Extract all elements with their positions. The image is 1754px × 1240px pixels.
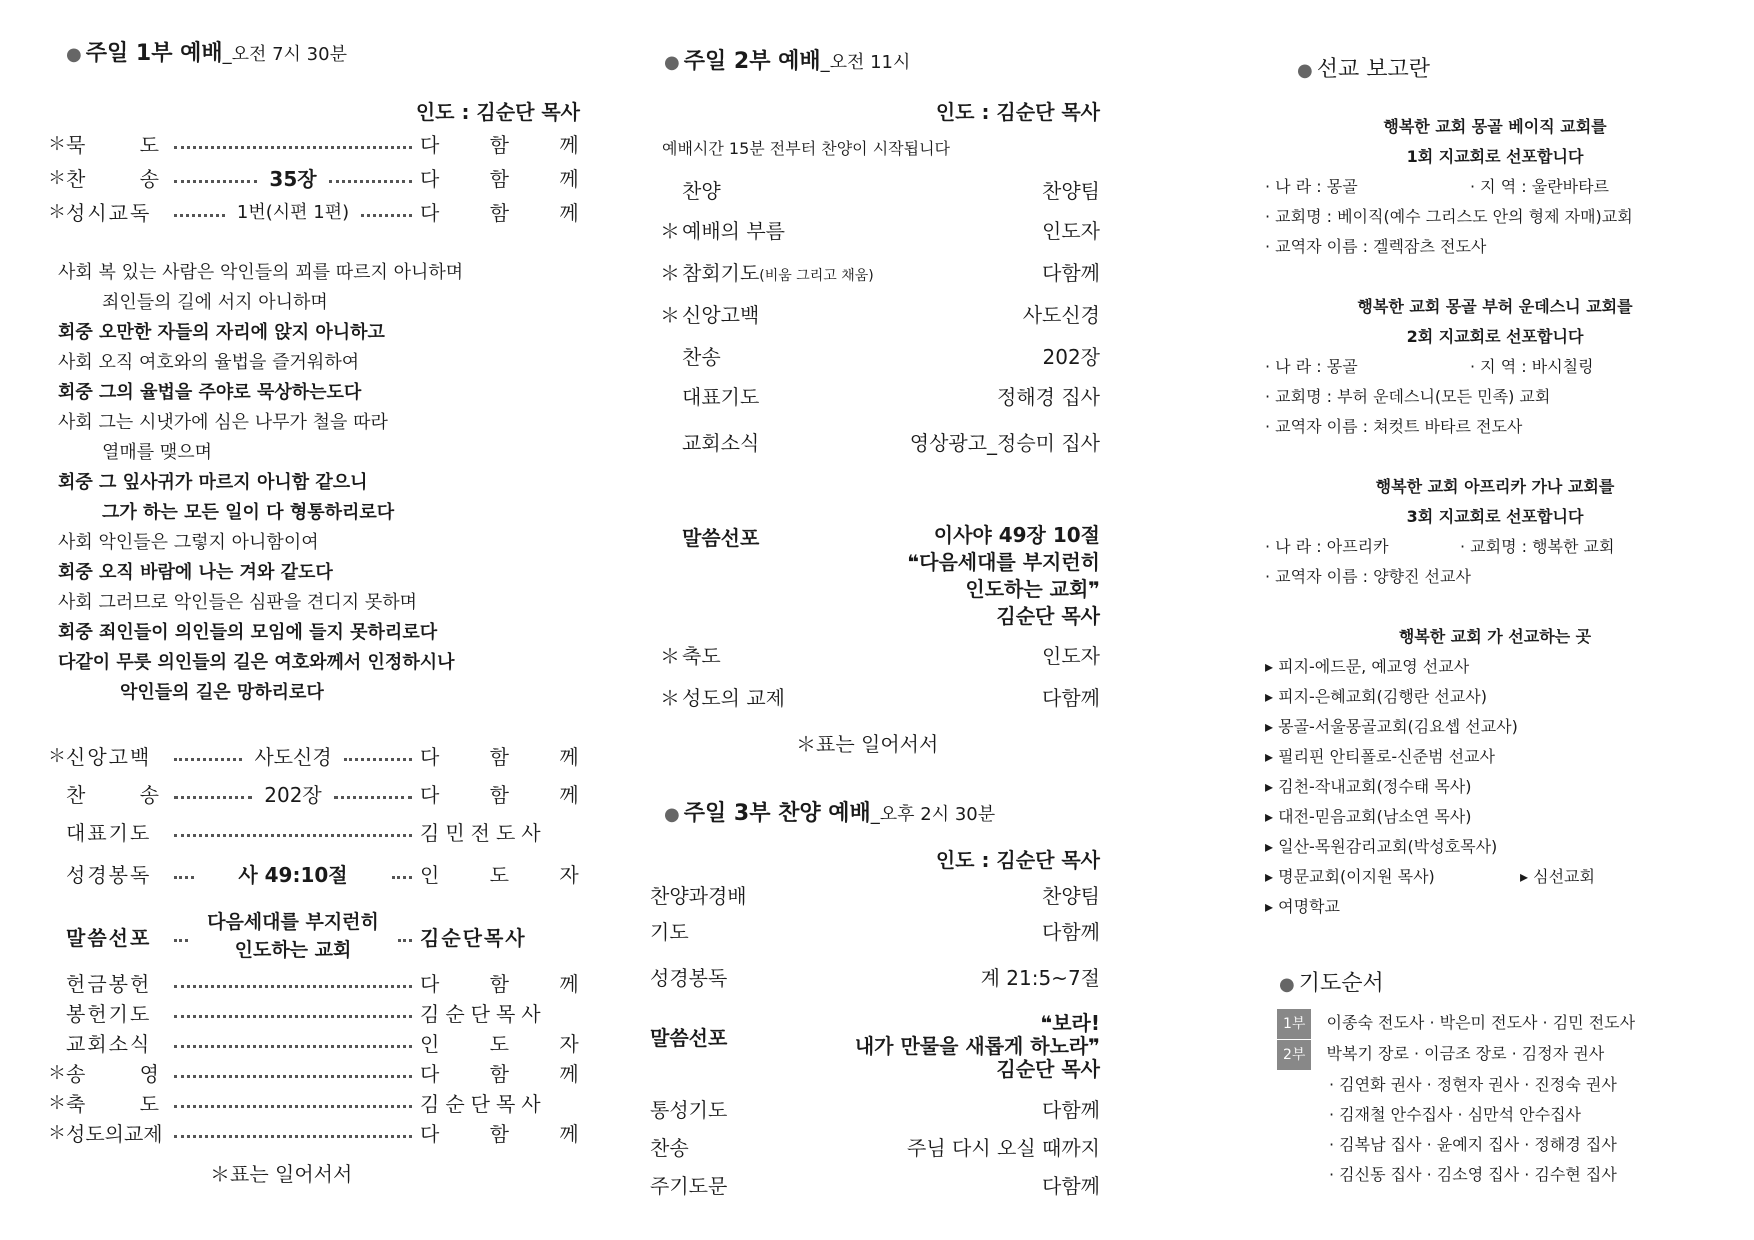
- stand-mark: ＊: [660, 302, 680, 327]
- sermon-row: [48, 908, 540, 964]
- stand-mark: ＊: [48, 1063, 66, 1084]
- leader-dots: [174, 1006, 412, 1018]
- standing-note: ＊표는 일어서서: [210, 1162, 353, 1186]
- order-label: 교회소식: [66, 1031, 152, 1056]
- leader-dots: [174, 1096, 412, 1108]
- leader-dots: [361, 205, 412, 217]
- reading-line: 사회 악인들은 그렇지 아니함이여: [58, 532, 319, 553]
- service-3-time: _오후 2시 30분: [870, 804, 996, 825]
- stand-mark: ＊: [660, 260, 680, 285]
- order-label: 주기도문: [650, 1174, 728, 1198]
- list-item: ▸ 몽골-서울몽골교회(김요셉 선교사): [1265, 717, 1518, 736]
- responsive-reading: [58, 258, 463, 708]
- order-row: [650, 1170, 1100, 1200]
- service-3-title: 주일 3부 찬양 예배: [683, 801, 871, 826]
- order-detail: 202장: [264, 782, 322, 807]
- order-row: [48, 162, 601, 192]
- leader-dots: [174, 1126, 412, 1138]
- order-label-group: [660, 257, 874, 286]
- order-label: 송 영: [66, 1061, 183, 1086]
- order-row: [660, 426, 1100, 456]
- leader-dots: [174, 1066, 412, 1078]
- leader-dots: [174, 205, 225, 217]
- service-1-order-bottom: [48, 967, 601, 1147]
- reading-line: 사회 복 있는 사람은 악인들의 꾀를 따르지 아니하며: [58, 262, 464, 283]
- order-value: 김순단목사: [420, 1001, 547, 1026]
- reading-line: 회중 그 잎사귀가 마르지 아니함 같으니: [58, 472, 368, 493]
- order-row: [650, 916, 1100, 946]
- service-3-after: [650, 1094, 1100, 1200]
- order-row: [660, 174, 1100, 204]
- leader-dots: [398, 930, 412, 942]
- order-value: 찬양팀: [1042, 884, 1100, 908]
- order-row: [48, 997, 547, 1027]
- list-item-pair: [1265, 862, 1725, 892]
- order-row: [660, 682, 1100, 712]
- list-item: ▸ 피지-은혜교회(김행란 선교사): [1265, 687, 1487, 706]
- prayer-row: [1277, 1039, 1725, 1070]
- service-1-order-middle: [48, 740, 601, 964]
- mission-block-2: [1265, 292, 1725, 442]
- order-value: 계 21:5~7절: [980, 966, 1100, 990]
- reading-line: 회중 그의 율법을 주야로 묵상하는도다: [58, 382, 362, 403]
- sermon-title-line: 내가 만물을 새롭게 하노라❞: [854, 1034, 1100, 1058]
- leader-dots: [174, 137, 412, 149]
- order-value: 다 함 께: [420, 971, 601, 996]
- mission-region: · 지 역 : 바시칠링: [1470, 357, 1594, 376]
- reading-line: 사회 그는 시냇가에 심은 나무가 철을 따라: [58, 412, 388, 433]
- mission-line: [1265, 172, 1725, 202]
- prayer-row: [1277, 1008, 1725, 1039]
- order-detail: 35장: [269, 166, 317, 191]
- prayer-heading: [1279, 966, 1384, 997]
- order-label-group: [660, 215, 785, 244]
- mission-block-title: 행복한 교회 몽골 부허 운데스니 교회를: [1357, 297, 1633, 316]
- mission-block-title: 행복한 교회 아프리카 가나 교회를: [1375, 477, 1615, 496]
- service-badge: 2부: [1277, 1040, 1311, 1070]
- reading-line: 사회 오직 여호와의 율법을 즐거워하여: [58, 352, 360, 373]
- order-row: [48, 1117, 601, 1147]
- order-value: 인 도 자: [420, 862, 601, 887]
- order-value: 다함께: [1042, 686, 1100, 710]
- prayer-names: · 김복남 집사 · 윤예지 집사 · 정해경 집사: [1329, 1135, 1617, 1154]
- service-2-time: _오전 11시: [820, 52, 911, 73]
- list-item: ▸ 대전-믿음교회(남소연 목사): [1265, 807, 1472, 826]
- stand-mark: ＊: [48, 134, 66, 155]
- order-value: 영상광고_정승미 집사: [909, 430, 1100, 455]
- order-label-group: [660, 175, 721, 204]
- service-1-leader: 인도 : 김순단 목사: [415, 100, 580, 124]
- bullet-dot-icon: ●: [66, 44, 82, 65]
- stand-mark: ＊: [660, 644, 680, 668]
- list-item: ▸ 피지-에드문, 예교영 선교사: [1265, 657, 1470, 676]
- stand-mark: ＊: [660, 686, 680, 710]
- order-value: 인도자: [1042, 644, 1100, 668]
- order-row: [48, 816, 547, 846]
- service-badge: 1부: [1277, 1009, 1311, 1039]
- order-value: 다함께: [1042, 1098, 1100, 1122]
- order-value: 다 함 께: [420, 1121, 601, 1146]
- leader-dots: [174, 825, 412, 837]
- leader-dots: [174, 171, 257, 183]
- reading-row: [48, 858, 601, 888]
- mission-heading: [1297, 52, 1430, 83]
- prayer-title: 기도순서: [1298, 971, 1384, 996]
- order-label: 축도: [682, 644, 721, 668]
- order-label: 참회기도: [682, 260, 760, 285]
- order-row: [660, 256, 1100, 286]
- order-label: 예배의 부름: [682, 218, 785, 243]
- service-3-heading: [664, 796, 995, 827]
- sermon-title: [196, 908, 390, 964]
- order-value: 다 함 께: [420, 166, 601, 191]
- order-value: 다함께: [1042, 1174, 1100, 1198]
- mission-block-title: 1회 지교회로 선포합니다: [1406, 147, 1584, 166]
- order-label: 찬양: [682, 178, 721, 203]
- order-label: 성경봉독: [66, 862, 152, 887]
- prayer-names: · 김신동 집사 · 김소영 집사 · 김수현 집사: [1329, 1165, 1617, 1184]
- bullet-dot-icon: ●: [664, 52, 680, 73]
- order-value: 다 함 께: [420, 744, 601, 769]
- order-label: 성도의교제: [66, 1121, 163, 1146]
- mission-church: · 교회명 : 베이직(예수 그리스도 안의 형제 자매)교회: [1265, 207, 1633, 226]
- order-value: 김순단목사: [420, 1091, 547, 1116]
- order-row: [650, 962, 1100, 992]
- order-row: [48, 967, 601, 997]
- order-value: 주님 다시 오실 때까지: [907, 1136, 1100, 1160]
- service-1-title: 주일 1부 예배: [85, 41, 223, 66]
- bullet-dot-icon: ●: [1297, 60, 1313, 81]
- leader-dots: [174, 976, 412, 988]
- reading-line: 죄인들의 길에 서지 아니하며: [102, 292, 328, 313]
- leader-dots: [392, 867, 412, 879]
- mission-church: · 교회명 : 행복한 교회: [1460, 537, 1615, 556]
- reading-line: 악인들의 길은 망하리로다: [120, 682, 324, 703]
- list-item: ▸ 필리핀 안티폴로-신준범 선교사: [1265, 747, 1495, 766]
- order-label: 찬 송: [66, 782, 183, 807]
- order-value: 인 도 자: [420, 1031, 601, 1056]
- list-item: ▸ 심선교회: [1520, 867, 1595, 886]
- leader-dots: [334, 787, 412, 799]
- order-value: 다함께: [1042, 260, 1100, 285]
- stand-mark: ＊: [48, 746, 66, 767]
- service-2-after: [660, 640, 1100, 712]
- order-label: 성시교독: [66, 200, 152, 225]
- order-row: [48, 740, 601, 770]
- order-value: 정해경 집사: [997, 384, 1100, 409]
- stand-mark: ＊: [48, 168, 66, 189]
- leader-dots: [174, 749, 242, 761]
- service-3-leader: 인도 : 김순단 목사: [935, 848, 1100, 872]
- service-2-title: 주일 2부 예배: [683, 49, 821, 74]
- prayer-names: · 김연화 권사 · 정현자 권사 · 진정숙 권사: [1329, 1075, 1617, 1094]
- order-detail: 사 49:10절: [238, 862, 348, 887]
- mission-list: [1265, 622, 1725, 922]
- preacher-name: 김순단 목사: [996, 1057, 1100, 1081]
- mission-list-title: 행복한 교회 가 선교하는 곳: [1398, 627, 1592, 646]
- mission-block-1: [1265, 112, 1725, 262]
- order-value: 다함께: [1042, 920, 1100, 944]
- stand-mark: ＊: [660, 218, 680, 243]
- order-value: 인도자: [1042, 218, 1100, 243]
- order-row: [660, 380, 1100, 410]
- order-row: [650, 1094, 1100, 1124]
- reading-line: 회중 오직 바람에 나는 겨와 같도다: [58, 562, 333, 583]
- mission-block-3: [1265, 472, 1725, 592]
- mission-title: 선교 보고란: [1316, 57, 1430, 82]
- leader-dots: [174, 930, 188, 942]
- order-label: 말씀선포: [66, 925, 152, 950]
- order-value: 사도신경: [1022, 302, 1100, 327]
- mission-country: · 나 라 : 아프리카: [1265, 537, 1389, 556]
- order-row: [660, 640, 1100, 670]
- sermon-details: [907, 522, 1100, 630]
- mission-line: [1265, 352, 1725, 382]
- bullet-dot-icon: ●: [664, 804, 680, 825]
- order-detail: 1번(시편 1편): [236, 202, 350, 223]
- order-row: [48, 1087, 547, 1117]
- order-label: 봉헌기도: [66, 1001, 152, 1026]
- preacher-name: 김순단 목사: [996, 604, 1100, 628]
- order-value: 다 함 께: [420, 1061, 601, 1086]
- service-1-time: _오전 7시 30분: [222, 44, 347, 65]
- prayer-list: [1277, 1008, 1725, 1190]
- mission-region: · 지 역 : 울란바타르: [1470, 177, 1610, 196]
- mission-block-title: 3회 지교회로 선포합니다: [1406, 507, 1584, 526]
- service-2-heading: [664, 44, 910, 75]
- order-label: 찬양과경배: [650, 884, 747, 908]
- order-value: 다 함 께: [420, 782, 601, 807]
- sermon-label: 말씀선포: [682, 526, 760, 550]
- reading-line: 다같이 무릇 의인들의 길은 여호와께서 인정하시나: [58, 652, 455, 673]
- list-item: ▸ 일산-목원감리교회(박성호목사): [1265, 837, 1498, 856]
- list-item: ▸ 여명학교: [1265, 897, 1340, 916]
- order-label: 찬 송: [66, 166, 183, 191]
- sermon-label: 말씀선포: [650, 1026, 728, 1050]
- order-label: 신앙고백: [66, 744, 152, 769]
- order-value: 김민전도사: [420, 820, 547, 845]
- sermon-title-line: ❝다음세대를 부지런히: [907, 550, 1100, 574]
- reading-line: 열매를 맺으며: [102, 442, 213, 463]
- order-label: 축 도: [66, 1091, 183, 1116]
- order-row: [660, 340, 1100, 370]
- order-label-note: (비움 그리고 채움): [759, 267, 874, 284]
- service-3-order: [650, 880, 1100, 992]
- mission-country: · 나 라 : 몽골: [1265, 357, 1358, 376]
- order-value: 다 함 께: [420, 132, 601, 157]
- order-row: [48, 778, 601, 808]
- order-label: 찬송: [682, 344, 721, 369]
- order-label: 통성기도: [650, 1098, 728, 1122]
- order-detail: 사도신경: [254, 744, 332, 769]
- sermon-details: [855, 1012, 1100, 1081]
- order-label: 성경봉독: [650, 966, 728, 990]
- service-2-intro: 예배시간 15분 전부터 찬양이 시작됩니다: [662, 139, 950, 158]
- mission-pastor: · 교역자 이름 : 쳐컷트 바타르 전도사: [1265, 417, 1523, 436]
- leader-dots: [174, 787, 252, 799]
- prayer-names: 박복기 장로 · 이금조 장로 · 김정자 권사: [1326, 1044, 1605, 1063]
- reading-line: 회중 죄인들이 의인들의 모임에 들지 못하리로다: [58, 622, 438, 643]
- scripture-reference: 이사야 49장 10절: [933, 523, 1100, 547]
- mission-block-title: 행복한 교회 몽골 베이직 교회를: [1383, 117, 1607, 136]
- order-label-group: [660, 341, 721, 370]
- stand-mark: ＊: [48, 202, 66, 223]
- service-1-heading: [66, 36, 347, 67]
- order-label: 찬송: [650, 1136, 689, 1160]
- standing-note: ＊표는 일어서서: [796, 732, 939, 756]
- order-label: 신앙고백: [682, 302, 760, 327]
- order-row: [660, 214, 1100, 244]
- order-value: 김순단목사: [420, 925, 527, 950]
- leader-dots: [174, 867, 194, 879]
- order-label: 교회소식: [682, 430, 760, 455]
- order-row: [660, 298, 1100, 328]
- order-label: 헌금봉헌: [66, 971, 152, 996]
- reading-line: 사회 그러므로 악인들은 심판을 견디지 못하며: [58, 592, 417, 613]
- order-row: [650, 1132, 1100, 1162]
- prayer-names: 이종숙 전도사 · 박은미 전도사 · 김민 전도사: [1326, 1013, 1636, 1032]
- order-label: 대표기도: [682, 384, 760, 409]
- list-item: ▸ 김천-작내교회(정수태 목사): [1265, 777, 1472, 796]
- sermon-title-line: 인도하는 교회❞: [965, 577, 1100, 601]
- mission-pastor: · 교역자 이름 : 양향진 선교사: [1265, 567, 1471, 586]
- order-value: 찬양팀: [1042, 178, 1100, 203]
- order-label: 성도의 교제: [682, 686, 785, 710]
- order-row: [48, 1027, 601, 1057]
- order-label-group: [660, 381, 759, 410]
- order-row: [650, 880, 1100, 910]
- leader-dots: [344, 749, 412, 761]
- sermon-title-line: 인도하는 교회: [234, 939, 352, 961]
- mission-church: · 교회명 : 부허 운데스니(모든 민족) 교회: [1265, 387, 1551, 406]
- stand-mark: ＊: [48, 1093, 66, 1114]
- order-label-group: [660, 427, 759, 456]
- order-row: [48, 1057, 601, 1087]
- service-3-sermon: [650, 1012, 1100, 1082]
- mission-block-title: 2회 지교회로 선포합니다: [1406, 327, 1584, 346]
- order-label-group: [660, 299, 759, 328]
- mission-pastor: · 교역자 이름 : 겔렉잠츠 전도사: [1265, 237, 1487, 256]
- order-value: 다 함 께: [420, 200, 601, 225]
- reading-line: 그가 하는 모든 일이 다 형통하리로다: [102, 502, 395, 523]
- service-2-order: [660, 174, 1100, 456]
- bullet-dot-icon: ●: [1279, 974, 1295, 995]
- leader-dots: [174, 1036, 412, 1048]
- order-label: 대표기도: [66, 820, 152, 845]
- order-value: 202장: [1042, 344, 1100, 369]
- list-item: ▸ 명문교회(이지원 목사): [1265, 867, 1435, 886]
- order-row: [48, 128, 601, 158]
- reading-line: 회중 오만한 자들의 자리에 앉지 아니하고: [58, 322, 385, 343]
- leader-dots: [329, 171, 412, 183]
- mission-country: · 나 라 : 몽골: [1265, 177, 1358, 196]
- order-row: [48, 196, 601, 226]
- sermon-title-line: ❝보라!: [1040, 1011, 1100, 1035]
- order-label: 기도: [650, 920, 689, 944]
- service-2-leader: 인도 : 김순단 목사: [935, 100, 1100, 124]
- order-label: 묵 도: [66, 132, 183, 157]
- prayer-names: · 김재철 안수집사 · 심만석 안수집사: [1329, 1105, 1581, 1124]
- mission-line: [1265, 532, 1725, 562]
- service-1-order-top: [48, 128, 601, 226]
- stand-mark: ＊: [48, 1123, 66, 1144]
- sermon-title-line: 다음세대를 부지런히: [207, 911, 379, 933]
